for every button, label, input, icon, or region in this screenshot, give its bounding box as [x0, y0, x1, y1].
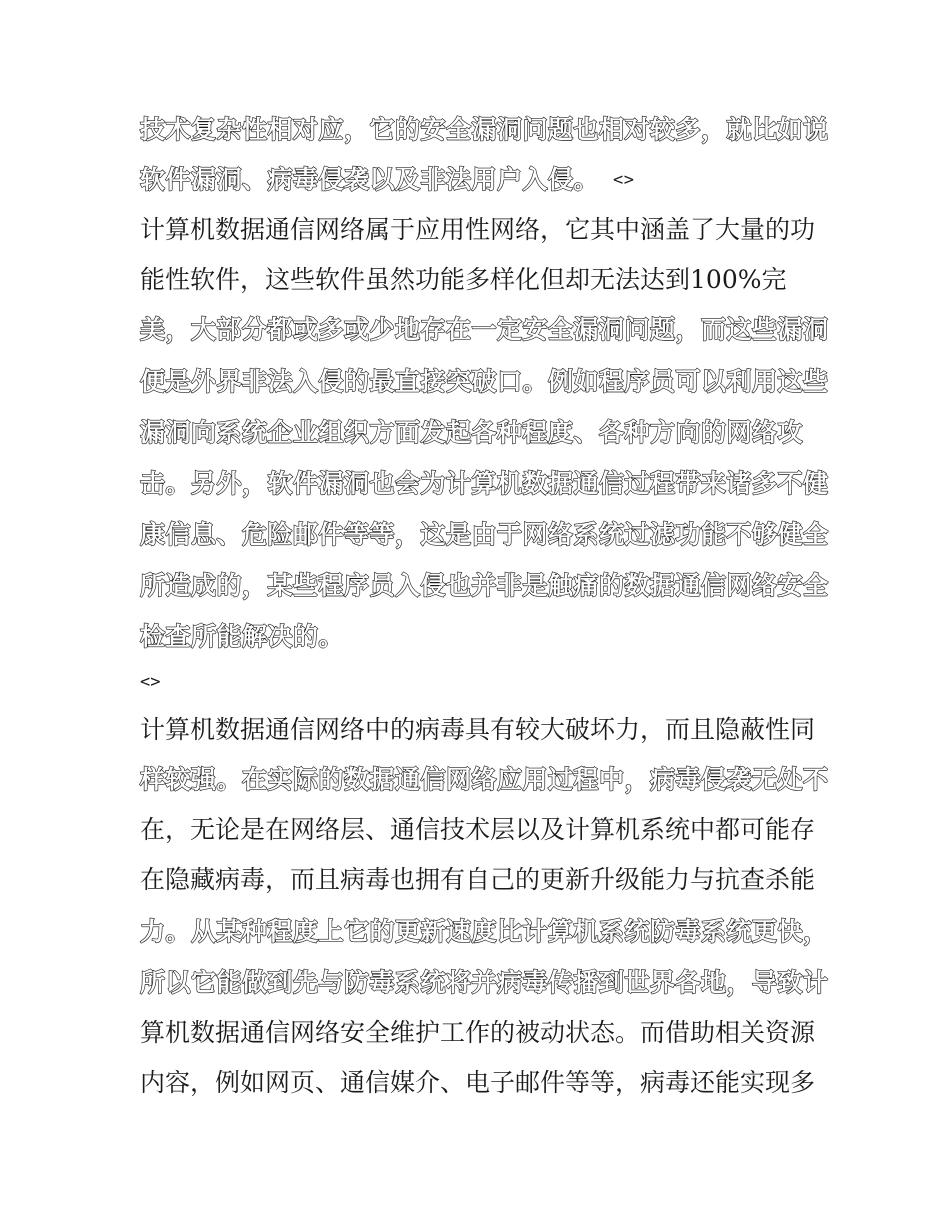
text-line-1: 技术复杂性相对应，它的安全漏洞问题也相对较多，就比如说: [140, 115, 829, 144]
text-line-14: 样较强。在实际的数据通信网络应用过程中，病毒侵袭无处不: [140, 765, 829, 794]
text-line-15: 在，无论是在网络层、通信技术层以及计算机系统中都可能存: [140, 815, 816, 844]
text-line-19: 算机数据通信网络安全维护工作的被动状态。而借助相关资源: [140, 1018, 816, 1047]
text-line-5: 美，大部分都或多或少地存在一定安全漏洞问题，而这些漏洞: [140, 315, 829, 344]
text-line-10: 所造成的，某些程序员入侵也并非是触痛的数据通信网络安全: [140, 571, 829, 600]
text-line-20: 内容，例如网页、通信媒介、电子邮件等等，病毒还能实现多: [140, 1068, 816, 1097]
text-line-18: 所以它能做到先与防毒系统将并病毒传播到世界各地，导致计: [140, 968, 829, 997]
text-line-2: [140, 162, 820, 198]
text-line-9: 康信息、危险邮件等等，这是由于网络系统过滤功能不够健全: [140, 520, 829, 549]
text-line-4: 能性软件，这些软件虽然功能多样化但却无法达到100%完: [140, 265, 787, 294]
text-line-17: 力。从某种程度上它的更新速度比计算机系统防毒系统更快，: [140, 917, 829, 946]
paragraph-marker: <>: [613, 170, 635, 190]
text-line-2-body: 软件漏洞、病毒侵袭以及非法用户入侵。: [140, 165, 600, 194]
text-line-11: 检查所能解决的。: [140, 622, 345, 651]
paragraph-marker-line: <>: [140, 672, 161, 692]
text-line-8: 击。另外，软件漏洞也会为计算机数据通信过程带来诸多不健: [140, 469, 829, 498]
text-line-13: 计算机数据通信网络中的病毒具有较大破坏力，而且隐蔽性同: [140, 715, 816, 744]
text-line-16: 在隐藏病毒，而且病毒也拥有自己的更新升级能力与抗查杀能: [140, 865, 816, 894]
text-line-3: 计算机数据通信网络属于应用性网络，它其中涵盖了大量的功: [140, 215, 816, 244]
text-line-7: 漏洞向系统企业组织方面发起各种程度、各种方向的网络攻: [140, 418, 804, 447]
text-line-6: 便是外界非法入侵的最直接突破口。例如程序员可以利用这些: [140, 367, 829, 396]
